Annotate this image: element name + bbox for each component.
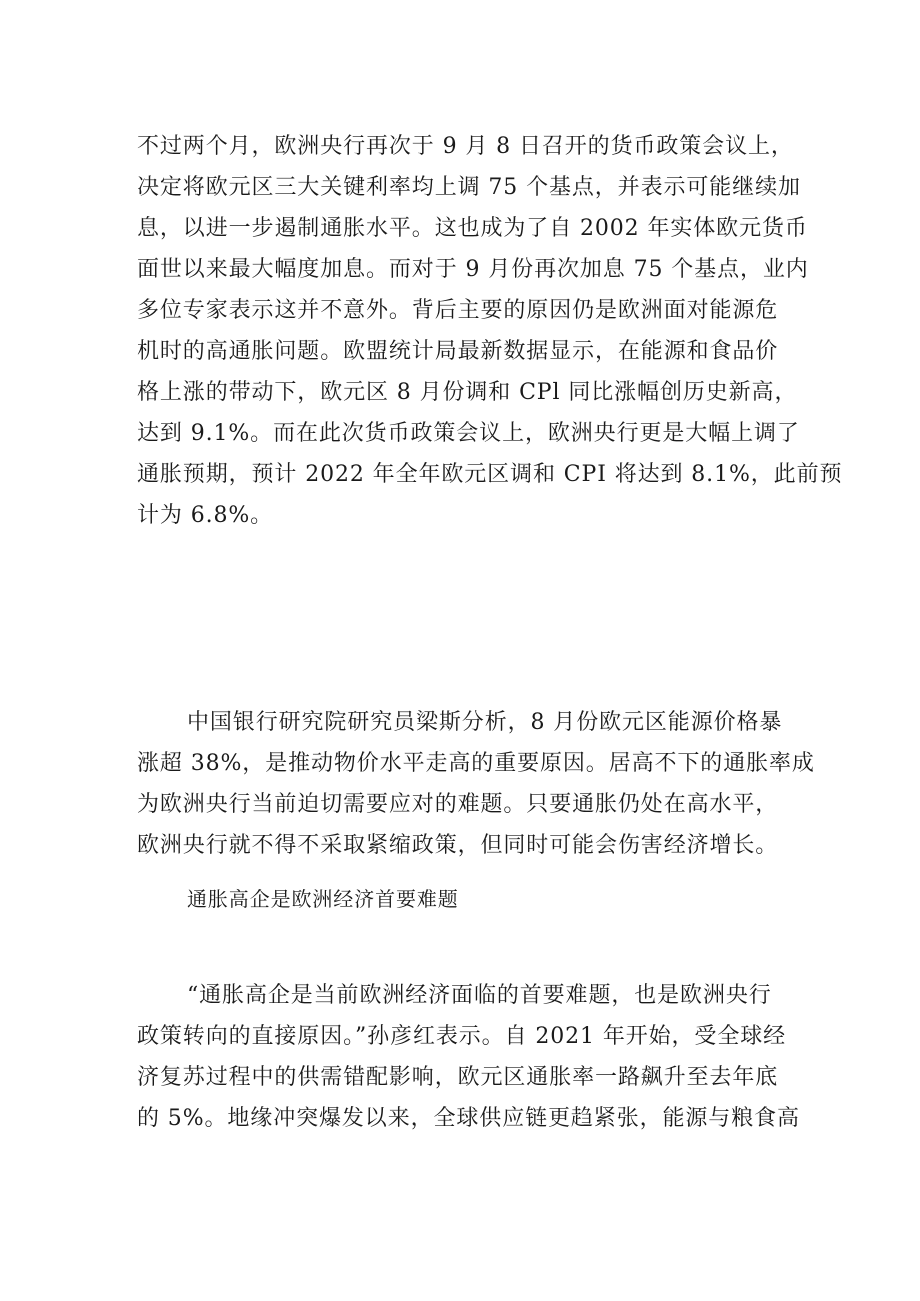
text-line: 为欧洲央行当前迫切需要应对的难题。只要通胀仍处在高水平， bbox=[137, 792, 779, 817]
paragraph-analyst-comment bbox=[137, 702, 815, 866]
text-line: 中国银行研究院研究员梁斯分析，8 月份欧元区能源价格暴 bbox=[187, 710, 783, 735]
text-line: 不过两个月，欧洲央行再次于 9 月 8 日召开的货币政策会议上， bbox=[137, 134, 794, 159]
text-line: 济复苏过程中的供需错配影响，欧元区通胀率一路飙升至去年底 bbox=[137, 1065, 779, 1090]
section-heading: 通胀高企是欧洲经济首要难题 bbox=[187, 887, 459, 911]
paragraph-inflation-cause bbox=[137, 975, 800, 1139]
paragraph-ecb-rate-hike bbox=[137, 126, 843, 536]
text-line: 涨超 38%，是推动物价水平走高的重要原因。居高不下的通胀率成 bbox=[137, 751, 815, 776]
text-line: 机时的高通胀问题。欧盟统计局最新数据显示，在能源和食品价 bbox=[137, 339, 779, 364]
text-line: “通胀高企是当前欧洲经济面临的首要难题，也是欧洲央行 bbox=[187, 983, 772, 1008]
text-line: 格上涨的带动下，欧元区 8 月份调和 CPl 同比涨幅创历史新高， bbox=[137, 380, 798, 405]
text-line: 面世以来最大幅度加息。而对于 9 月份再次加息 75 个基点，业内 bbox=[137, 257, 809, 282]
text-line: 达到 9.1%。而在此次货币政策会议上，欧洲央行更是大幅上调了 bbox=[137, 421, 800, 446]
text-line: 决定将欧元区三大关键利率均上调 75 个基点，并表示可能继续加 bbox=[137, 175, 801, 200]
text-line: 政策转向的直接原因。”孙彦红表示。自 2021 年开始，受全球经 bbox=[137, 1024, 787, 1049]
text-line: 息，以进一步遏制通胀水平。这也成为了自 2002 年实体欧元货币 bbox=[137, 216, 808, 241]
text-line: 欧洲央行就不得不采取紧缩政策，但同时可能会伤害经济增长。 bbox=[137, 833, 779, 858]
text-line: 计为 6.8%。 bbox=[137, 503, 274, 528]
text-line: 的 5%。地缘冲突爆发以来，全球供应链更趋紧张，能源与粮食高 bbox=[137, 1106, 800, 1131]
text-line: 多位专家表示这并不意外。背后主要的原因仍是欧洲面对能源危 bbox=[137, 298, 779, 323]
text-line: 通胀预期，预计 2022 年全年欧元区调和 CPI 将达到 8.1%，此前预 bbox=[137, 462, 843, 487]
